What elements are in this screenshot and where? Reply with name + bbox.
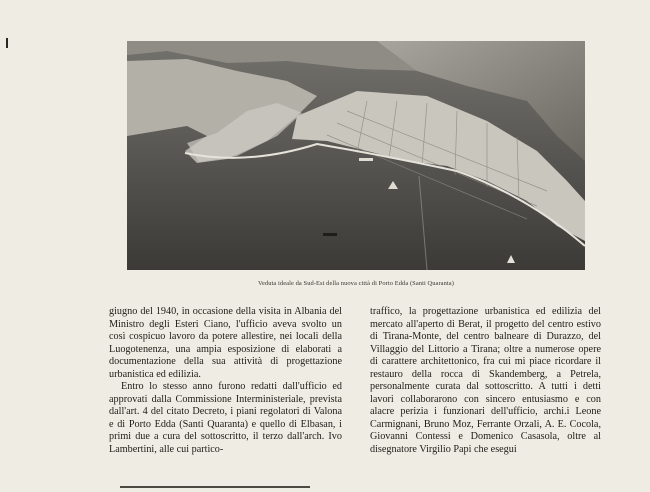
paragraph: traffico, la progettazione urbanistica ed edilizia del mercato all'aperto di Berat, il progetto del centro estivo di Tirana-Monte, del centro balneare di Durazzo, del Villaggio del Littorio a Tirana; oltre a numerose opere di carattere architettonico, fra cui mi piace ricordare il restauro della rocca di Skandemberg, a Petrela, personalmente curata dal sottoscritto. A tutti i detti lavori collaborarono con sincero entusiasmo e con alacre perizia i funzionari dell'ufficio, archi.i Leone Carmignani, Bruno Moz, Ferrante Orzali, A. E. Cocola, Giovanni Contessi e Domenico Casasola, oltre al disegnatore Virgilio Papi che esegui bbox=[370, 306, 601, 456]
figure-caption: Veduta ideale da Sud-Est della nuova città di Porto Edda (Santi Quaranta) bbox=[258, 280, 454, 287]
text-column-right bbox=[370, 306, 601, 457]
binding-mark bbox=[6, 38, 8, 48]
page-edge-rule bbox=[120, 486, 310, 488]
harbor-town-aerial-image bbox=[127, 41, 585, 270]
paragraph: giugno del 1940, in occasione della visita in Albania del Ministro degli Esteri Ciano, l'ufficio aveva svolto un così cospicuo lavoro da potere allestire, nei locali della Luogotenenza, una ampia esposizione di elaborati a documentazione della sua attività di progettazione urbanistica ed edilizia. bbox=[109, 306, 342, 380]
text-column-left bbox=[109, 306, 342, 457]
aerial-view-illustration bbox=[127, 41, 585, 270]
paragraph: Entro lo stesso anno furono redatti dall'ufficio ed approvati dalla Commissione Interministeriale, prevista dall'art. 4 del citato Decreto, i piani regolatori di Valona e di Porto Edda (Santi Quaranta) e quello di Elbasan, i primi due a cura del sottoscritto, il terzo dall'arch. Ivo Lambertini, alle cui partico- bbox=[109, 381, 342, 456]
